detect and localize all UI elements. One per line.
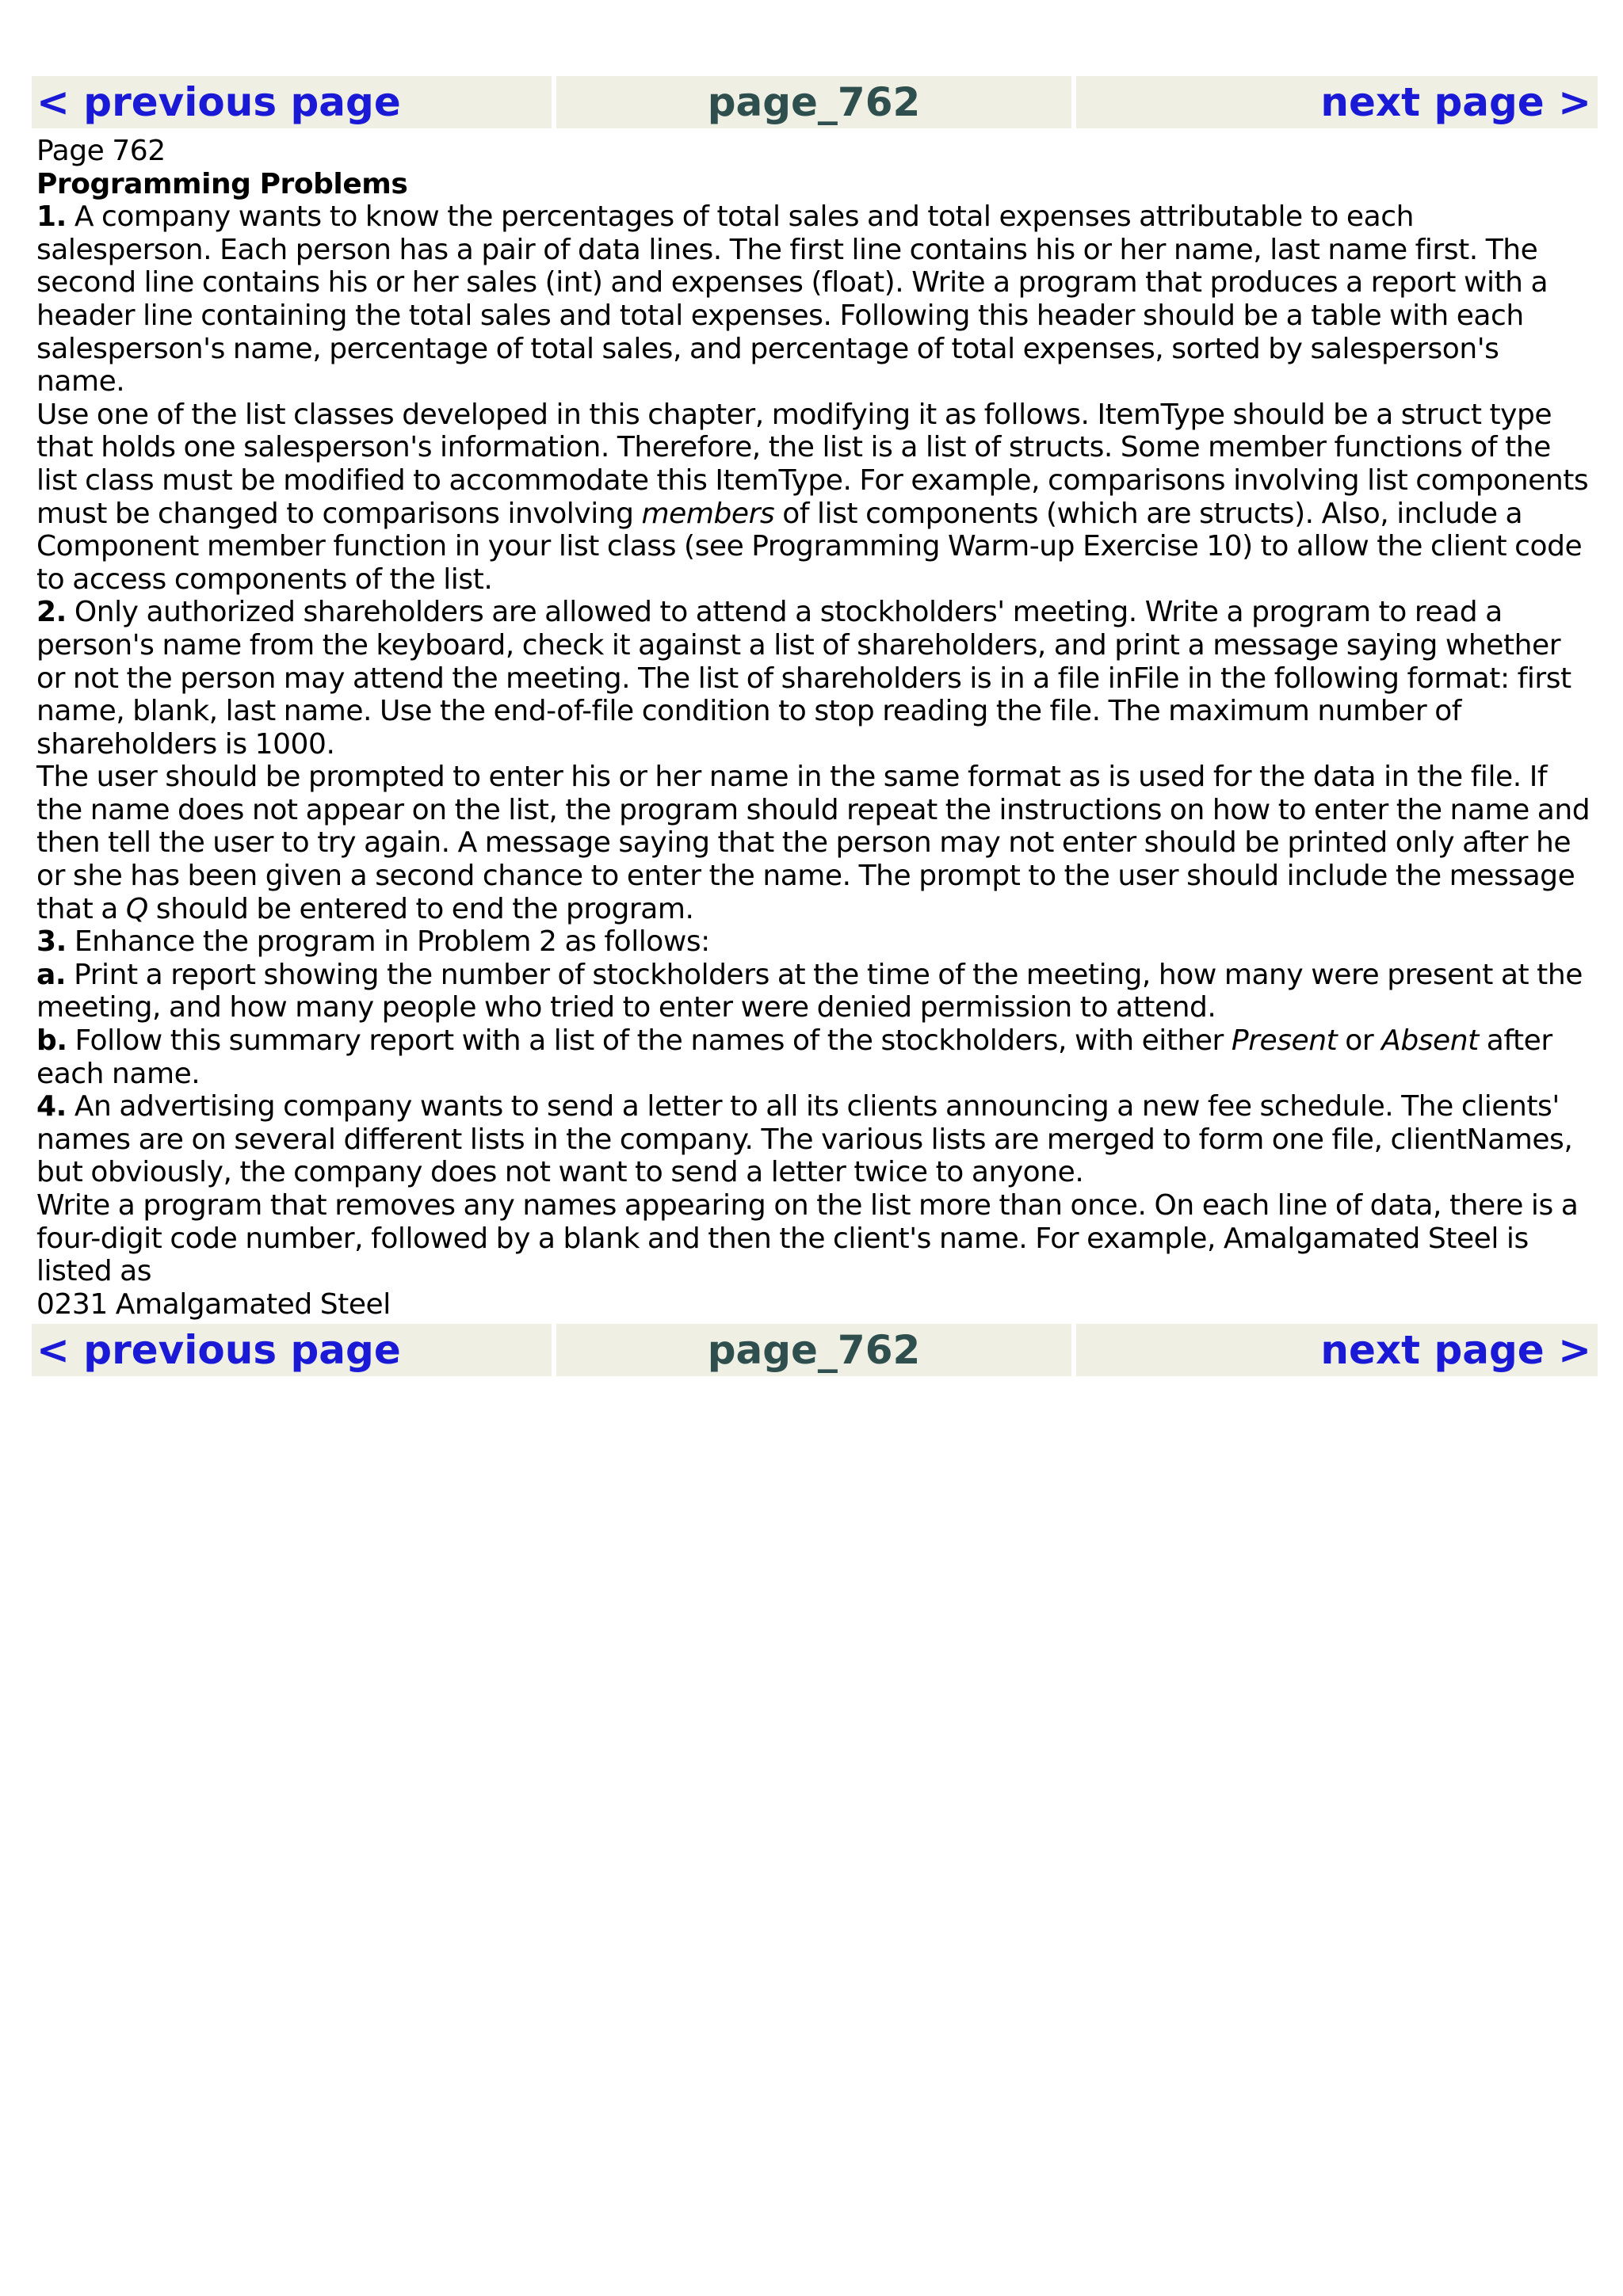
problem-2-number: 2. (36, 596, 67, 629)
problem-4-text: An advertising company wants to send a letter to all its clients announcing a new fee schedule. The clients' names are on several different lists in the company. The various lists are merged to form one file, clientNames, but obviously, the company does not want to send a letter twice to anyone. (36, 1090, 1573, 1189)
problem-3 (36, 925, 1593, 959)
problem-1-number: 1. (36, 200, 67, 234)
problem-4-continued: Write a program that removes any names appearing on the list more than once. On each line of data, there is a four-digit code number, followed by a blank and then the client's name. For example, Amalgamated Steel is listed as (36, 1189, 1579, 1288)
top-page-label: page_762 (707, 79, 921, 125)
problem-3b-text-a: Follow this summary report with a list of the names of the stockholders, with either (67, 1024, 1232, 1058)
top-previous-page-cell (32, 76, 552, 128)
problem-3b-emphasis-present: Present (1231, 1024, 1338, 1058)
problem-1-emphasis: members (641, 497, 775, 530)
problem-3a (36, 959, 1593, 1024)
problem-3b-number: b. (36, 1024, 67, 1058)
bottom-navigation-bar (32, 1324, 1598, 1376)
top-next-page-link[interactable]: next page > (1320, 79, 1591, 125)
problem-4-number: 4. (36, 1090, 67, 1123)
problem-3a-text: Print a report showing the number of stockholders at the time of the meeting, how many were present at the meeting, and how many people who tried to enter were denied permission to attend. (36, 958, 1583, 1024)
problem-2 (36, 596, 1593, 761)
problem-4-example: 0231 Amalgamated Steel (36, 1287, 391, 1321)
bottom-next-page-cell (1076, 1324, 1598, 1376)
bottom-previous-page-cell (32, 1324, 552, 1376)
problem-3b-emphasis-absent: Absent (1381, 1024, 1479, 1058)
section-heading: Programming Problems (36, 167, 408, 200)
problem-4 (36, 1090, 1593, 1189)
problem-2-continued-text-b: should be entered to end the program. (147, 892, 694, 925)
problem-2-emphasis: Q (125, 892, 148, 925)
problem-2-continued (36, 761, 1593, 925)
top-navigation-bar (32, 76, 1598, 128)
top-page-label-cell (556, 76, 1071, 128)
bottom-page-label-cell (556, 1324, 1071, 1376)
problem-1-text: A company wants to know the percentages of total sales and total expenses attributable to each salesperson. Each person has a pair of data lines. The first line contains his or her name, last name first. The second line contains his or her sales (int) and expenses (float). Write a program that produces a report with a header line containing the total sales and total expenses. Following this header should be a table with each salesperson's name, percentage of total sales, and percentage of total expenses, sorted by salesperson's name. (36, 200, 1549, 399)
bottom-page-label: page_762 (707, 1327, 921, 1374)
problem-1-continued (36, 399, 1593, 597)
top-next-page-cell (1076, 76, 1598, 128)
bottom-next-page-link[interactable]: next page > (1320, 1327, 1591, 1374)
problem-3b (36, 1024, 1593, 1090)
problem-1-continued-text-b: of list components (which are structs). Also, include a Component member function in your list class (see Programming Warm-up Exercise 10) to allow the client code to access components of the list. (36, 497, 1583, 596)
problem-3-text: Enhance the program in Problem 2 as follows: (66, 925, 710, 959)
document-page (32, 76, 1598, 1376)
page-content (32, 128, 1598, 1324)
problem-3b-text-c: after each name. (36, 1024, 1552, 1090)
problem-3a-number: a. (36, 958, 67, 991)
problem-3-number: 3. (36, 925, 67, 959)
problem-3b-text-b: or (1337, 1024, 1382, 1058)
bottom-previous-page-link[interactable]: < previous page (36, 1327, 401, 1374)
problem-2-text: Only authorized shareholders are allowed to attend a stockholders' meeting. Write a program to read a person's name from the keyboard, check it against a list of shareholders, and print a message saying whether or not the person may attend the meeting. The list of shareholders is in a file inFile in the following format: first name, blank, last name. Use the end-of-file condition to stop reading the file. The maximum number of shareholders is 1000. (36, 596, 1571, 761)
page-number: Page 762 (36, 135, 166, 167)
problem-2-continued-text-a: The user should be prompted to enter his or her name in the same format as is used for the data in the file. If the name does not appear on the list, the program should repeat the instructions on how to enter the name and then tell the user to try again. A message saying that the person may not enter should be printed only after he or she has been given a second chance to enter the name. The prompt to the user should include the message that a (36, 761, 1591, 925)
problem-1-continued-text-a: Use one of the list classes developed in this chapter, modifying it as follows. ItemType should be a struct type that holds one salesperson's information. Therefore, the list is a list of structs. Some member functions of the list class must be modified to accommodate this ItemType. For example, comparisons involving list components must be changed to comparisons involving (36, 398, 1589, 530)
problem-1 (36, 200, 1593, 399)
top-previous-page-link[interactable]: < previous page (36, 79, 401, 125)
